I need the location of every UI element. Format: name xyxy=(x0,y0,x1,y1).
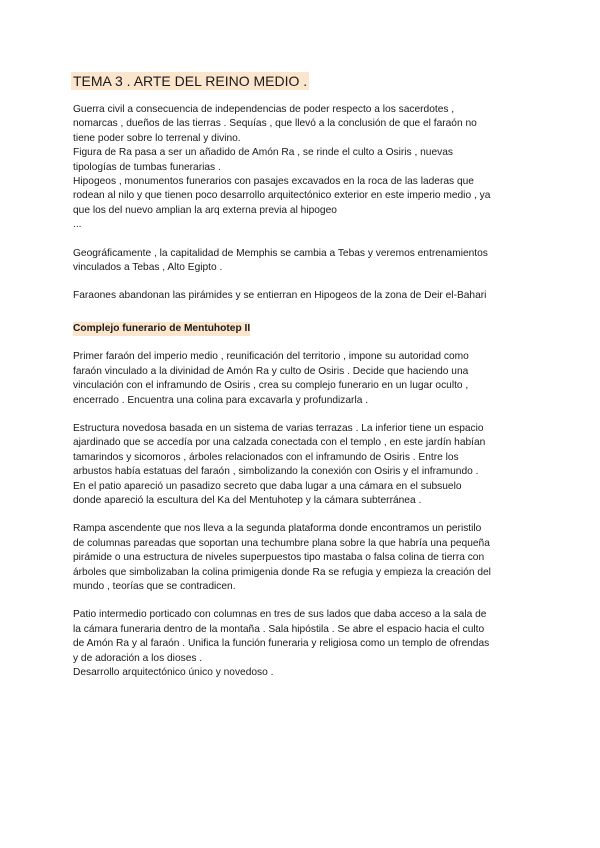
mentuhotep-paragraph-3 xyxy=(73,522,535,594)
mentuhotep-paragraph-2 xyxy=(73,422,535,508)
text-line: encerrado . Encuentra una colina para excavarla y profundizarla . xyxy=(73,394,369,406)
document-body xyxy=(73,72,535,694)
text-line: Estructura novedosa basada en un sistema de varias terrazas . La inferior tiene un espacio xyxy=(73,422,484,434)
text-line: Figura de Ra pasa a ser un añadido de Amón Ra , se rinde el culto a Osiris , nuevas xyxy=(73,147,453,159)
text-line: tiene poder sobre lo terrenal y divino. xyxy=(73,132,241,144)
text-line: Guerra civil a consecuencia de independencias de poder respecto a los sacerdotes , xyxy=(73,104,455,115)
text-line: Rampa ascendente que nos lleva a la segunda plataforma donde encontramos un peristilo xyxy=(73,523,482,535)
text-line: En el patio apareció un pasadizo secreto que daba lugar a una cámara en el subsuelo xyxy=(73,480,462,492)
text-line: pirámide o una estructura de niveles superpuestos tipo mastaba o falsa colina de tierra con xyxy=(73,552,485,564)
geography-paragraph xyxy=(73,247,535,276)
text-line: de Amón Ra y al faraón . Unifica la función funeraria y religiosa como un templo de ofrendas xyxy=(73,638,490,650)
text-line: vinculación con el inframundo de Osiris , crea su complejo funerario en un lugar oculto , xyxy=(73,380,469,392)
text-line: de columnas pareadas que soportan una techumbre plana sobre la que habría una pequeña xyxy=(73,537,490,549)
text-line: Desarrollo arquitectónico único y novedoso . xyxy=(73,667,274,678)
document-title: TEMA 3 . ARTE DEL REINO MEDIO . xyxy=(73,73,308,89)
mentuhotep-paragraph-4 xyxy=(73,608,535,680)
text-line: Patio intermedio porticado con columnas en tres de sus lados que daba acceso a la sala de xyxy=(73,609,487,621)
section-heading: Complejo funerario de Mentuhotep II xyxy=(73,322,250,336)
text-line: ... xyxy=(73,219,82,231)
text-line: Faraones abandonan las pirámides y se entierran en Hipogeos de la zona de Deir el-Bahari xyxy=(73,290,487,302)
pharaohs-paragraph xyxy=(73,289,535,303)
text-line: y de adoración a los dioses . xyxy=(73,652,203,664)
text-line: Geográficamente , la capitalidad de Memphis se cambia a Tebas y veremos entrenamientos xyxy=(73,247,488,259)
text-line: tamarindos y sicomoros , árboles relacionados con el inframundo de Osiris . Entre los xyxy=(73,451,459,463)
text-line: tipologías de tumbas funerarias . xyxy=(73,161,221,173)
mentuhotep-paragraph-1 xyxy=(73,350,535,408)
text-line: Hipogeos , monumentos funerarios con pasajes excavados en la roca de las laderas que xyxy=(73,176,474,188)
text-line: que los del nuevo amplian la arq externa previa al hipogeo xyxy=(73,204,337,216)
text-line: donde apareció la escultura del Ka del Mentuhotep y la cámara subterránea . xyxy=(73,494,422,506)
text-line: arbustos había estatuas del faraón , simbolizando la conexión con Osiris y el inframundo . xyxy=(73,466,479,478)
text-line: Primer faraón del imperio medio , reunificación del territorio , impone su autoridad como xyxy=(73,351,469,363)
text-line: la cámara funeraria dentro de la montaña . Sala hipóstila . Se abre el espacio hacia el culto xyxy=(73,623,485,635)
text-line: rodean al nilo y que tienen poco desarrollo arquitectónico exterior en este imperio medio , ya xyxy=(73,190,491,202)
text-line: mundo , teorías que se contradicen. xyxy=(73,580,236,592)
text-line: vinculados a Tebas , Alto Egipto . xyxy=(73,262,223,274)
text-line: ajardinado que se accedía por una calzada conectada con el templo , en este jardín habían xyxy=(73,437,486,449)
intro-paragraph xyxy=(73,103,535,233)
text-line: árboles que simbolizaban la colina primigenia donde Ra se refugia y empieza la creación del xyxy=(73,566,491,578)
text-line: nomarcas , dueños de las tierras . Sequías , que llevó a la conclusión de que el faraón no xyxy=(73,118,477,130)
text-line: faraón vinculado a la divinidad de Amón Ra y culto de Osiris . Decide que haciendo una xyxy=(73,365,469,377)
